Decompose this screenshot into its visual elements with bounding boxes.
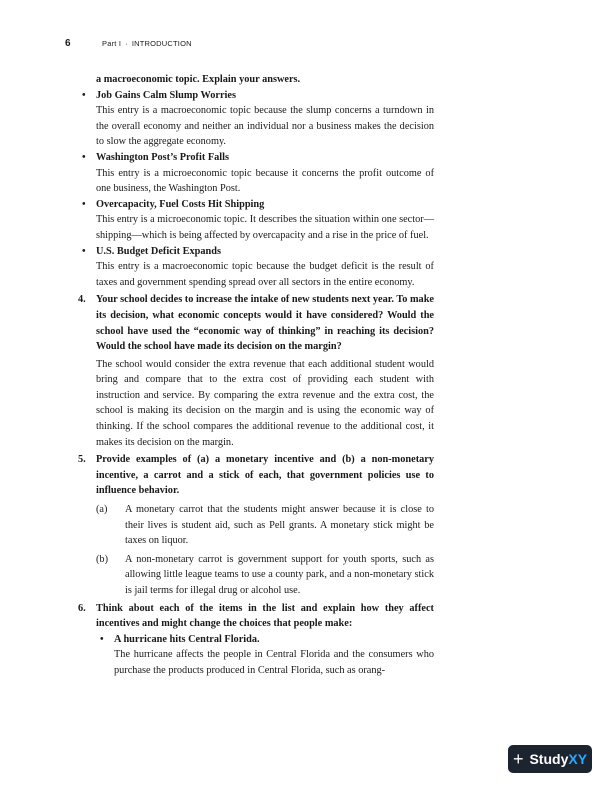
brand-part-1: Study bbox=[529, 751, 569, 767]
bullet-marker: • bbox=[82, 198, 86, 210]
question-number: 4. bbox=[78, 294, 86, 306]
question-text: Provide examples of (a) a monetary incentive and (b) a non-monetary incentive, a carrot and a stick of each, that government policies use to influence behavior. bbox=[96, 454, 434, 497]
question-4 bbox=[78, 292, 434, 450]
headline-title: Job Gains Calm Slump Worries bbox=[96, 89, 236, 101]
intro-line: a macroeconomic topic. Explain your answers. bbox=[96, 74, 301, 85]
separator: · bbox=[125, 39, 128, 48]
question-number: 6. bbox=[78, 602, 86, 614]
headline-title: U.S. Budget Deficit Expands bbox=[96, 245, 222, 257]
headline-answer: This entry is a macroeconomic topic because the budget deficit is the result of taxes and government spending spread over all sectors in the entire economy. bbox=[96, 261, 434, 288]
studyxy-badge[interactable] bbox=[508, 745, 592, 773]
question-5 bbox=[78, 452, 434, 598]
list-item bbox=[78, 632, 434, 679]
section-title: INTRODUCTION bbox=[131, 39, 192, 48]
brand-name bbox=[529, 751, 587, 767]
question-number: 5. bbox=[78, 454, 86, 466]
plus-icon: + bbox=[512, 749, 524, 769]
page-body bbox=[78, 72, 434, 679]
brand-part-2: XY bbox=[568, 751, 588, 767]
part-label: Part I bbox=[102, 39, 122, 48]
part-label: (b) bbox=[96, 553, 109, 565]
bullet-marker: • bbox=[82, 245, 86, 257]
headline-item bbox=[78, 88, 434, 150]
bullet-marker: • bbox=[100, 633, 104, 645]
bullet-marker: • bbox=[82, 151, 86, 163]
headline-title: Washington Post’s Profit Falls bbox=[96, 151, 230, 163]
headline-item bbox=[78, 197, 434, 244]
item-answer: The hurricane affects the people in Central Florida and the consumers who purchase the products produced in Central Florida, such as orang- bbox=[114, 649, 434, 676]
question-text: Think about each of the items in the list and explain how they affect incentives and might change the choices that people make: bbox=[96, 602, 434, 630]
question-6 bbox=[78, 601, 434, 679]
headline-item bbox=[78, 244, 434, 291]
headline-item bbox=[78, 150, 434, 197]
part-label: (a) bbox=[96, 504, 108, 516]
headline-answer: This entry is a microeconomic topic because it concerns the profit outcome of one business, the Washington Post. bbox=[96, 167, 434, 195]
part-text: A monetary carrot that the students might answer because it is close to their lives is student aid, such as Pell grants. A monetary stick might be taxes on liquor. bbox=[125, 504, 434, 547]
answer-part bbox=[96, 552, 434, 599]
answer-part bbox=[96, 502, 434, 549]
headline-answer: This entry is a microeconomic topic. It describes the situation within one sector—shipping—which is being affected by overcapacity and a rise in the price of fuel. bbox=[96, 214, 434, 241]
section-label bbox=[102, 39, 192, 48]
answer-text: The school would consider the extra revenue that each additional student would bring and compare that to the extra cost of providing each student with instruction and service. By comparing the extra revenue and the extra cost, the school is making its decision on the margin and is using the economic way of thinking. If the school compares the additional revenue to the additional cost, it makes its decision on the margin. bbox=[96, 358, 434, 448]
page-number: 6 bbox=[65, 38, 71, 49]
headline-answer: This entry is a macroeconomic topic because the slump concerns a turndown in the overall economy and neither an individual nor a business makes the decision to slow the aggregate economy. bbox=[96, 105, 434, 148]
item-title: A hurricane hits Central Florida. bbox=[114, 633, 260, 645]
part-text: A non-monetary carrot is government support for youth sports, such as allowing little league teams to use a county park, and a non-monetary stick is jail terms for illegal drug or alcohol use. bbox=[125, 553, 434, 596]
running-header bbox=[65, 38, 192, 52]
bullet-marker: • bbox=[82, 89, 86, 101]
question-text: Your school decides to increase the intake of new students next year. To make its decision, what economic concepts would it have considered? Would the school have used the “economic way of thinking” in reaching its decision? Would the school have made its decision on the margin? bbox=[96, 294, 434, 353]
headline-title: Overcapacity, Fuel Costs Hit Shipping bbox=[96, 198, 265, 210]
